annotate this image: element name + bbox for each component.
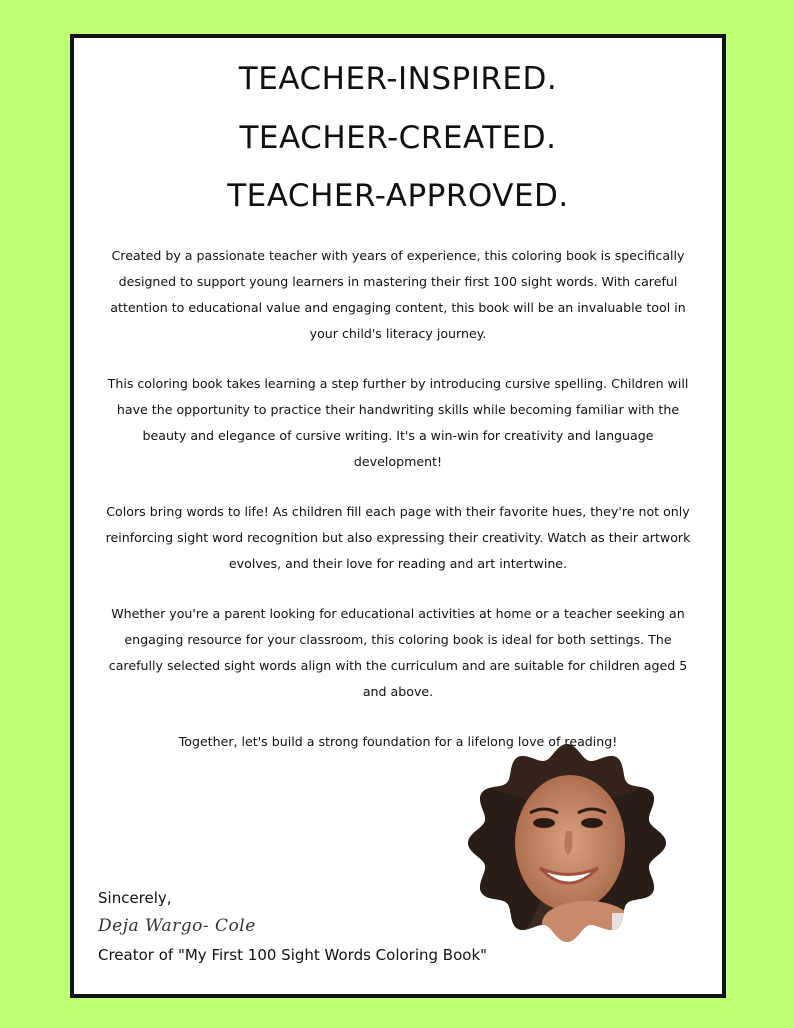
signature: Deja Wargo- Cole: [98, 916, 256, 936]
headline-created: TEACHER-CREATED.: [239, 120, 557, 156]
letter-page: [70, 34, 726, 998]
paragraph-cursive: This coloring book takes learning a step further by introducing cursive spelling. Children will have the opportunity to practice their handwriting skills while becoming familiar with the beauty and elegance of cursive writing. It's a win-win for creativity and language development!: [107, 376, 689, 469]
paragraph-intro: Created by a passionate teacher with years of experience, this coloring book is specifically designed to support young learners in mastering their first 100 sight words. With careful attention to educational value and engaging content, this book will be an invaluable tool in your child's literacy journey.: [110, 248, 686, 341]
paragraph-settings: Whether you're a parent looking for educational activities at home or a teacher seeking an engaging resource for your classroom, this coloring book is ideal for both settings. The carefully selected sight words align with the curriculum and are suitable for children aged 5 and above.: [108, 606, 688, 699]
headline-approved: TEACHER-APPROVED.: [227, 178, 569, 214]
headline-inspired: TEACHER-INSPIRED.: [238, 61, 558, 97]
creator-line: Creator of "My First 100 Sight Words Coloring Book": [98, 946, 488, 964]
author-photo: [462, 743, 672, 943]
letter-body: [104, 243, 692, 779]
paragraph-colors: Colors bring words to life! As children fill each page with their favorite hues, they're not only reinforcing sight word recognition but also expressing their creativity. Watch as their artwork evolves, and their love for reading and art intertwine.: [105, 504, 691, 571]
paragraph-closing: Together, let's build a strong foundation for a lifelong love of reading!: [178, 734, 618, 749]
sign-off: [98, 888, 487, 966]
sincerely-label: Sincerely,: [98, 889, 172, 907]
